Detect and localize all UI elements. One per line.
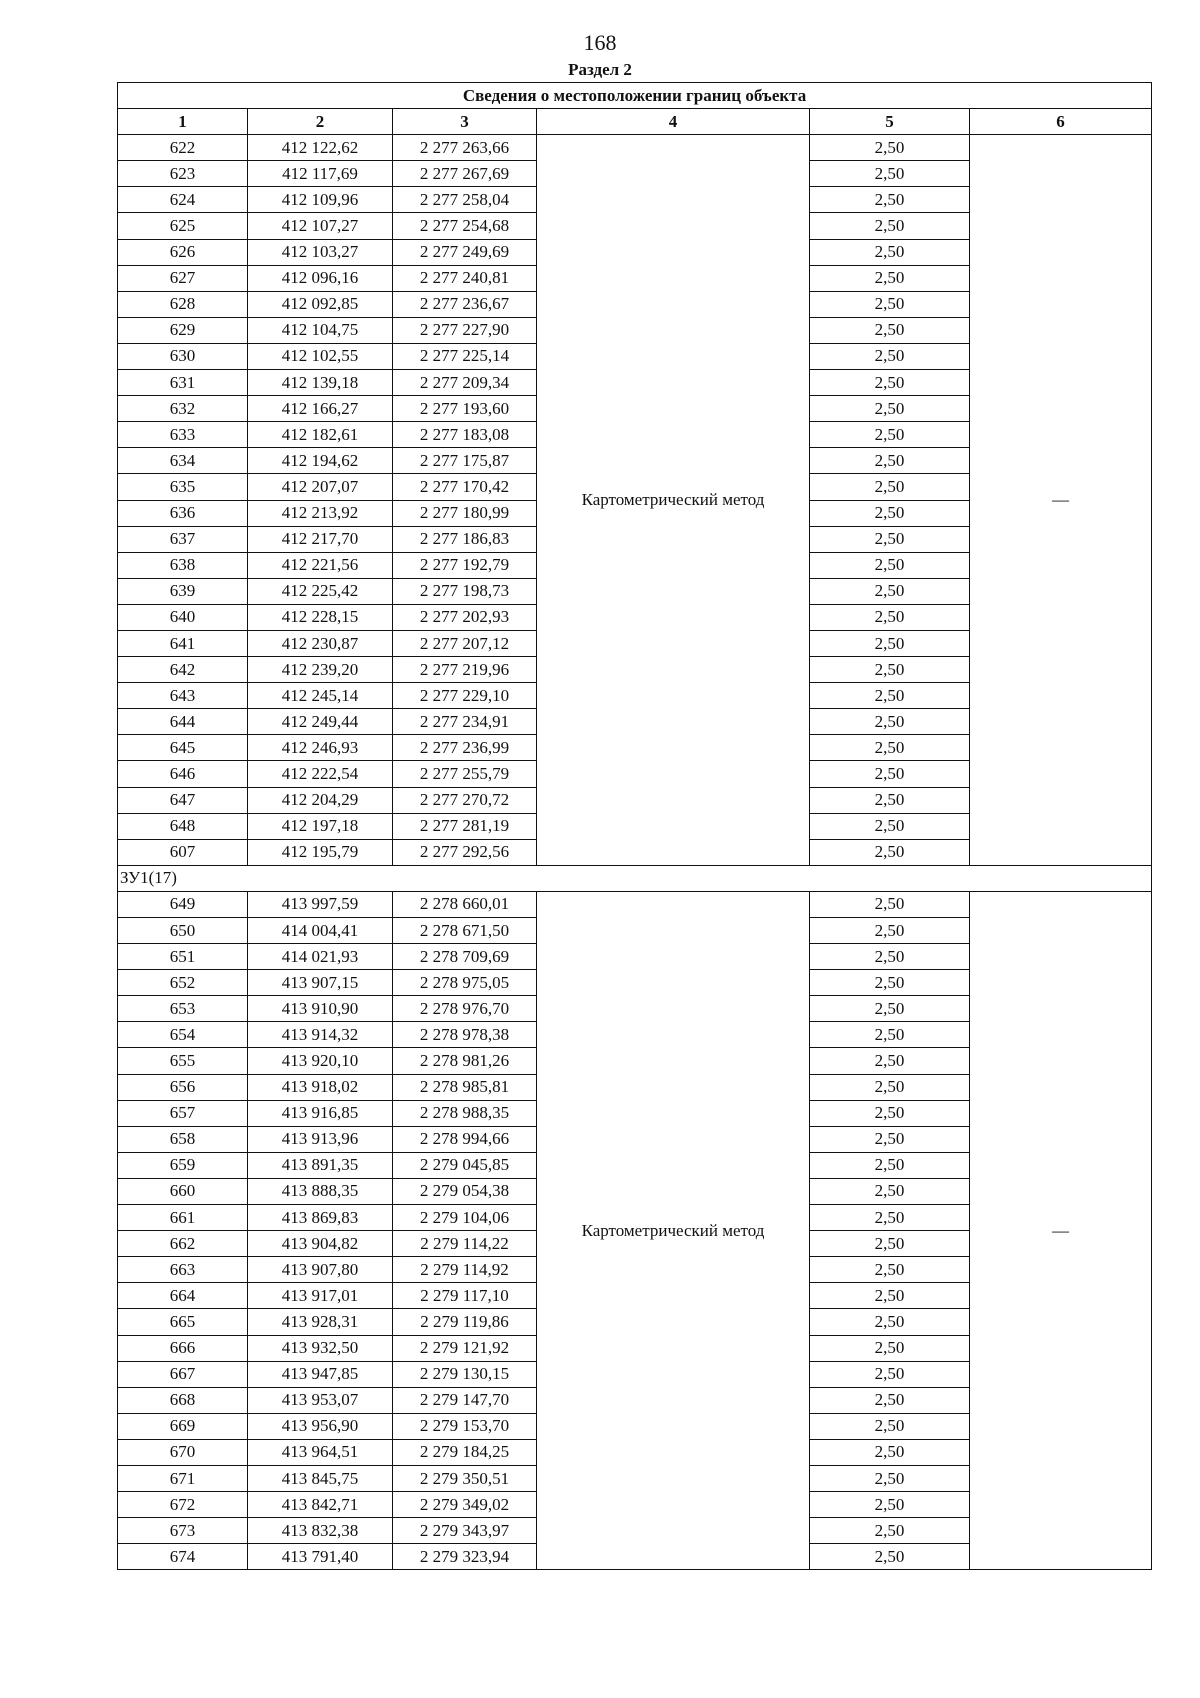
accuracy-cell: 2,50 <box>810 161 970 187</box>
x-coordinate-cell: 412 245,14 <box>248 683 393 709</box>
y-coordinate-cell: 2 277 186,83 <box>393 526 537 552</box>
accuracy-cell: 2,50 <box>810 813 970 839</box>
x-coordinate-cell: 413 913,96 <box>248 1126 393 1152</box>
accuracy-cell: 2,50 <box>810 239 970 265</box>
point-number-cell: 627 <box>118 265 248 291</box>
y-coordinate-cell: 2 277 219,96 <box>393 657 537 683</box>
point-number-cell: 636 <box>118 500 248 526</box>
accuracy-cell: 2,50 <box>810 135 970 161</box>
point-number-cell: 625 <box>118 213 248 239</box>
point-number-cell: 652 <box>118 970 248 996</box>
y-coordinate-cell: 2 279 349,02 <box>393 1492 537 1518</box>
y-coordinate-cell: 2 279 054,38 <box>393 1178 537 1204</box>
accuracy-cell: 2,50 <box>810 187 970 213</box>
x-coordinate-cell: 412 109,96 <box>248 187 393 213</box>
section-title: Раздел 2 <box>568 60 632 79</box>
x-coordinate-cell: 412 092,85 <box>248 291 393 317</box>
y-coordinate-cell: 2 279 343,97 <box>393 1518 537 1544</box>
point-number-cell: 624 <box>118 187 248 213</box>
point-number-cell: 663 <box>118 1257 248 1283</box>
y-coordinate-cell: 2 277 207,12 <box>393 630 537 656</box>
accuracy-cell: 2,50 <box>810 918 970 944</box>
x-coordinate-cell: 413 791,40 <box>248 1544 393 1570</box>
x-coordinate-cell: 413 907,15 <box>248 970 393 996</box>
x-coordinate-cell: 413 928,31 <box>248 1309 393 1335</box>
accuracy-cell: 2,50 <box>810 213 970 239</box>
y-coordinate-cell: 2 277 270,72 <box>393 787 537 813</box>
x-coordinate-cell: 412 195,79 <box>248 839 393 865</box>
point-number-cell: 640 <box>118 604 248 630</box>
point-number-cell: 644 <box>118 709 248 735</box>
column-header: 2 <box>248 109 393 135</box>
accuracy-cell: 2,50 <box>810 1048 970 1074</box>
y-coordinate-cell: 2 277 227,90 <box>393 317 537 343</box>
accuracy-cell: 2,50 <box>810 1257 970 1283</box>
point-number-cell: 653 <box>118 996 248 1022</box>
y-coordinate-cell: 2 278 981,26 <box>393 1048 537 1074</box>
point-number-cell: 661 <box>118 1205 248 1231</box>
table-row <box>118 135 1152 161</box>
y-coordinate-cell: 2 277 258,04 <box>393 187 537 213</box>
x-coordinate-cell: 412 239,20 <box>248 657 393 683</box>
y-coordinate-cell: 2 278 978,38 <box>393 1022 537 1048</box>
x-coordinate-cell: 412 122,62 <box>248 135 393 161</box>
y-coordinate-cell: 2 277 292,56 <box>393 839 537 865</box>
y-coordinate-cell: 2 279 117,10 <box>393 1283 537 1309</box>
accuracy-cell: 2,50 <box>810 996 970 1022</box>
point-number-cell: 665 <box>118 1309 248 1335</box>
point-number-cell: 656 <box>118 1074 248 1100</box>
y-coordinate-cell: 2 277 209,34 <box>393 370 537 396</box>
y-coordinate-cell: 2 277 202,93 <box>393 604 537 630</box>
y-coordinate-cell: 2 277 263,66 <box>393 135 537 161</box>
description-cell: — <box>970 891 1152 1569</box>
y-coordinate-cell: 2 278 660,01 <box>393 891 537 917</box>
accuracy-cell: 2,50 <box>810 787 970 813</box>
x-coordinate-cell: 413 947,85 <box>248 1361 393 1387</box>
accuracy-cell: 2,50 <box>810 1465 970 1491</box>
accuracy-cell: 2,50 <box>810 735 970 761</box>
y-coordinate-cell: 2 278 976,70 <box>393 996 537 1022</box>
x-coordinate-cell: 412 221,56 <box>248 552 393 578</box>
y-coordinate-cell: 2 279 130,15 <box>393 1361 537 1387</box>
point-number-cell: 649 <box>118 891 248 917</box>
point-number-cell: 632 <box>118 396 248 422</box>
column-header: 6 <box>970 109 1152 135</box>
x-coordinate-cell: 413 832,38 <box>248 1518 393 1544</box>
x-coordinate-cell: 412 117,69 <box>248 161 393 187</box>
point-number-cell: 673 <box>118 1518 248 1544</box>
accuracy-cell: 2,50 <box>810 1335 970 1361</box>
x-coordinate-cell: 413 869,83 <box>248 1205 393 1231</box>
y-coordinate-cell: 2 279 147,70 <box>393 1387 537 1413</box>
column-header: 5 <box>810 109 970 135</box>
point-number-cell: 648 <box>118 813 248 839</box>
x-coordinate-cell: 412 103,27 <box>248 239 393 265</box>
accuracy-cell: 2,50 <box>810 552 970 578</box>
x-coordinate-cell: 413 953,07 <box>248 1387 393 1413</box>
point-number-cell: 630 <box>118 343 248 369</box>
y-coordinate-cell: 2 277 281,19 <box>393 813 537 839</box>
table-row <box>118 891 1152 917</box>
y-coordinate-cell: 2 279 350,51 <box>393 1465 537 1491</box>
x-coordinate-cell: 413 997,59 <box>248 891 393 917</box>
accuracy-cell: 2,50 <box>810 1518 970 1544</box>
accuracy-cell: 2,50 <box>810 343 970 369</box>
x-coordinate-cell: 412 096,16 <box>248 265 393 291</box>
accuracy-cell: 2,50 <box>810 396 970 422</box>
y-coordinate-cell: 2 277 236,67 <box>393 291 537 317</box>
subsection-label: ЗУ1(17) <box>118 865 1152 891</box>
y-coordinate-cell: 2 277 183,08 <box>393 422 537 448</box>
x-coordinate-cell: 413 920,10 <box>248 1048 393 1074</box>
accuracy-cell: 2,50 <box>810 265 970 291</box>
x-coordinate-cell: 413 918,02 <box>248 1074 393 1100</box>
x-coordinate-cell: 413 907,80 <box>248 1257 393 1283</box>
description-cell: — <box>970 135 1152 866</box>
boundary-coordinates-table <box>117 82 1152 1570</box>
accuracy-cell: 2,50 <box>810 422 970 448</box>
point-number-cell: 669 <box>118 1413 248 1439</box>
x-coordinate-cell: 412 104,75 <box>248 317 393 343</box>
x-coordinate-cell: 413 914,32 <box>248 1022 393 1048</box>
accuracy-cell: 2,50 <box>810 1413 970 1439</box>
y-coordinate-cell: 2 279 119,86 <box>393 1309 537 1335</box>
accuracy-cell: 2,50 <box>810 630 970 656</box>
x-coordinate-cell: 413 916,85 <box>248 1100 393 1126</box>
column-header-row <box>118 109 1152 135</box>
table-title: Сведения о местоположении границ объекта <box>118 83 1152 109</box>
point-number-cell: 651 <box>118 944 248 970</box>
x-coordinate-cell: 413 932,50 <box>248 1335 393 1361</box>
point-number-cell: 629 <box>118 317 248 343</box>
accuracy-cell: 2,50 <box>810 1544 970 1570</box>
point-number-cell: 643 <box>118 683 248 709</box>
x-coordinate-cell: 413 910,90 <box>248 996 393 1022</box>
point-number-cell: 634 <box>118 448 248 474</box>
y-coordinate-cell: 2 279 121,92 <box>393 1335 537 1361</box>
point-number-cell: 641 <box>118 630 248 656</box>
accuracy-cell: 2,50 <box>810 317 970 343</box>
point-number-cell: 631 <box>118 370 248 396</box>
x-coordinate-cell: 412 197,18 <box>248 813 393 839</box>
accuracy-cell: 2,50 <box>810 944 970 970</box>
x-coordinate-cell: 412 166,27 <box>248 396 393 422</box>
accuracy-cell: 2,50 <box>810 1231 970 1257</box>
accuracy-cell: 2,50 <box>810 1309 970 1335</box>
point-number-cell: 650 <box>118 918 248 944</box>
accuracy-cell: 2,50 <box>810 370 970 396</box>
x-coordinate-cell: 412 228,15 <box>248 604 393 630</box>
y-coordinate-cell: 2 277 170,42 <box>393 474 537 500</box>
point-number-cell: 639 <box>118 578 248 604</box>
point-number-cell: 638 <box>118 552 248 578</box>
x-coordinate-cell: 413 956,90 <box>248 1413 393 1439</box>
x-coordinate-cell: 413 917,01 <box>248 1283 393 1309</box>
point-number-cell: 659 <box>118 1152 248 1178</box>
point-number-cell: 623 <box>118 161 248 187</box>
x-coordinate-cell: 412 107,27 <box>248 213 393 239</box>
x-coordinate-cell: 412 246,93 <box>248 735 393 761</box>
point-number-cell: 655 <box>118 1048 248 1074</box>
accuracy-cell: 2,50 <box>810 448 970 474</box>
accuracy-cell: 2,50 <box>810 1439 970 1465</box>
point-number-cell: 666 <box>118 1335 248 1361</box>
y-coordinate-cell: 2 277 240,81 <box>393 265 537 291</box>
y-coordinate-cell: 2 277 225,14 <box>393 343 537 369</box>
y-coordinate-cell: 2 278 994,66 <box>393 1126 537 1152</box>
x-coordinate-cell: 414 004,41 <box>248 918 393 944</box>
point-number-cell: 664 <box>118 1283 248 1309</box>
point-number-cell: 658 <box>118 1126 248 1152</box>
x-coordinate-cell: 412 207,07 <box>248 474 393 500</box>
y-coordinate-cell: 2 279 184,25 <box>393 1439 537 1465</box>
page-number: 168 <box>583 30 617 55</box>
accuracy-cell: 2,50 <box>810 970 970 996</box>
accuracy-cell: 2,50 <box>810 1152 970 1178</box>
accuracy-cell: 2,50 <box>810 891 970 917</box>
y-coordinate-cell: 2 277 198,73 <box>393 578 537 604</box>
accuracy-cell: 2,50 <box>810 1492 970 1518</box>
accuracy-cell: 2,50 <box>810 1283 970 1309</box>
point-number-cell: 633 <box>118 422 248 448</box>
point-number-cell: 642 <box>118 657 248 683</box>
point-number-cell: 660 <box>118 1178 248 1204</box>
y-coordinate-cell: 2 277 229,10 <box>393 683 537 709</box>
accuracy-cell: 2,50 <box>810 1178 970 1204</box>
method-cell: Картометрический метод <box>537 891 810 1569</box>
y-coordinate-cell: 2 278 671,50 <box>393 918 537 944</box>
y-coordinate-cell: 2 277 267,69 <box>393 161 537 187</box>
accuracy-cell: 2,50 <box>810 474 970 500</box>
x-coordinate-cell: 412 222,54 <box>248 761 393 787</box>
point-number-cell: 645 <box>118 735 248 761</box>
y-coordinate-cell: 2 277 234,91 <box>393 709 537 735</box>
accuracy-cell: 2,50 <box>810 1387 970 1413</box>
y-coordinate-cell: 2 277 254,68 <box>393 213 537 239</box>
y-coordinate-cell: 2 279 114,92 <box>393 1257 537 1283</box>
accuracy-cell: 2,50 <box>810 761 970 787</box>
point-number-cell: 672 <box>118 1492 248 1518</box>
y-coordinate-cell: 2 277 192,79 <box>393 552 537 578</box>
x-coordinate-cell: 412 249,44 <box>248 709 393 735</box>
x-coordinate-cell: 413 888,35 <box>248 1178 393 1204</box>
accuracy-cell: 2,50 <box>810 291 970 317</box>
y-coordinate-cell: 2 277 249,69 <box>393 239 537 265</box>
column-header: 4 <box>537 109 810 135</box>
point-number-cell: 635 <box>118 474 248 500</box>
point-number-cell: 607 <box>118 839 248 865</box>
point-number-cell: 654 <box>118 1022 248 1048</box>
y-coordinate-cell: 2 278 975,05 <box>393 970 537 996</box>
table-title-row <box>118 83 1152 109</box>
x-coordinate-cell: 413 842,71 <box>248 1492 393 1518</box>
point-number-cell: 622 <box>118 135 248 161</box>
accuracy-cell: 2,50 <box>810 1022 970 1048</box>
point-number-cell: 628 <box>118 291 248 317</box>
y-coordinate-cell: 2 278 985,81 <box>393 1074 537 1100</box>
point-number-cell: 646 <box>118 761 248 787</box>
column-header: 1 <box>118 109 248 135</box>
point-number-cell: 671 <box>118 1465 248 1491</box>
y-coordinate-cell: 2 277 180,99 <box>393 500 537 526</box>
y-coordinate-cell: 2 279 114,22 <box>393 1231 537 1257</box>
accuracy-cell: 2,50 <box>810 839 970 865</box>
subsection-row <box>118 865 1152 891</box>
x-coordinate-cell: 412 194,62 <box>248 448 393 474</box>
table-body <box>118 135 1152 1570</box>
point-number-cell: 626 <box>118 239 248 265</box>
x-coordinate-cell: 412 213,92 <box>248 500 393 526</box>
accuracy-cell: 2,50 <box>810 1100 970 1126</box>
y-coordinate-cell: 2 279 104,06 <box>393 1205 537 1231</box>
accuracy-cell: 2,50 <box>810 657 970 683</box>
accuracy-cell: 2,50 <box>810 604 970 630</box>
y-coordinate-cell: 2 277 255,79 <box>393 761 537 787</box>
point-number-cell: 637 <box>118 526 248 552</box>
y-coordinate-cell: 2 277 193,60 <box>393 396 537 422</box>
column-header: 3 <box>393 109 537 135</box>
x-coordinate-cell: 412 217,70 <box>248 526 393 552</box>
y-coordinate-cell: 2 277 175,87 <box>393 448 537 474</box>
x-coordinate-cell: 413 891,35 <box>248 1152 393 1178</box>
y-coordinate-cell: 2 279 323,94 <box>393 1544 537 1570</box>
x-coordinate-cell: 412 182,61 <box>248 422 393 448</box>
x-coordinate-cell: 412 230,87 <box>248 630 393 656</box>
accuracy-cell: 2,50 <box>810 683 970 709</box>
x-coordinate-cell: 413 845,75 <box>248 1465 393 1491</box>
y-coordinate-cell: 2 279 153,70 <box>393 1413 537 1439</box>
x-coordinate-cell: 412 139,18 <box>248 370 393 396</box>
point-number-cell: 667 <box>118 1361 248 1387</box>
method-cell: Картометрический метод <box>537 135 810 866</box>
y-coordinate-cell: 2 278 709,69 <box>393 944 537 970</box>
y-coordinate-cell: 2 278 988,35 <box>393 1100 537 1126</box>
point-number-cell: 657 <box>118 1100 248 1126</box>
x-coordinate-cell: 413 904,82 <box>248 1231 393 1257</box>
accuracy-cell: 2,50 <box>810 1074 970 1100</box>
point-number-cell: 647 <box>118 787 248 813</box>
accuracy-cell: 2,50 <box>810 578 970 604</box>
accuracy-cell: 2,50 <box>810 500 970 526</box>
x-coordinate-cell: 412 102,55 <box>248 343 393 369</box>
accuracy-cell: 2,50 <box>810 1361 970 1387</box>
point-number-cell: 674 <box>118 1544 248 1570</box>
x-coordinate-cell: 413 964,51 <box>248 1439 393 1465</box>
y-coordinate-cell: 2 279 045,85 <box>393 1152 537 1178</box>
x-coordinate-cell: 412 204,29 <box>248 787 393 813</box>
accuracy-cell: 2,50 <box>810 1205 970 1231</box>
point-number-cell: 668 <box>118 1387 248 1413</box>
y-coordinate-cell: 2 277 236,99 <box>393 735 537 761</box>
accuracy-cell: 2,50 <box>810 526 970 552</box>
accuracy-cell: 2,50 <box>810 1126 970 1152</box>
accuracy-cell: 2,50 <box>810 709 970 735</box>
point-number-cell: 670 <box>118 1439 248 1465</box>
x-coordinate-cell: 412 225,42 <box>248 578 393 604</box>
point-number-cell: 662 <box>118 1231 248 1257</box>
x-coordinate-cell: 414 021,93 <box>248 944 393 970</box>
